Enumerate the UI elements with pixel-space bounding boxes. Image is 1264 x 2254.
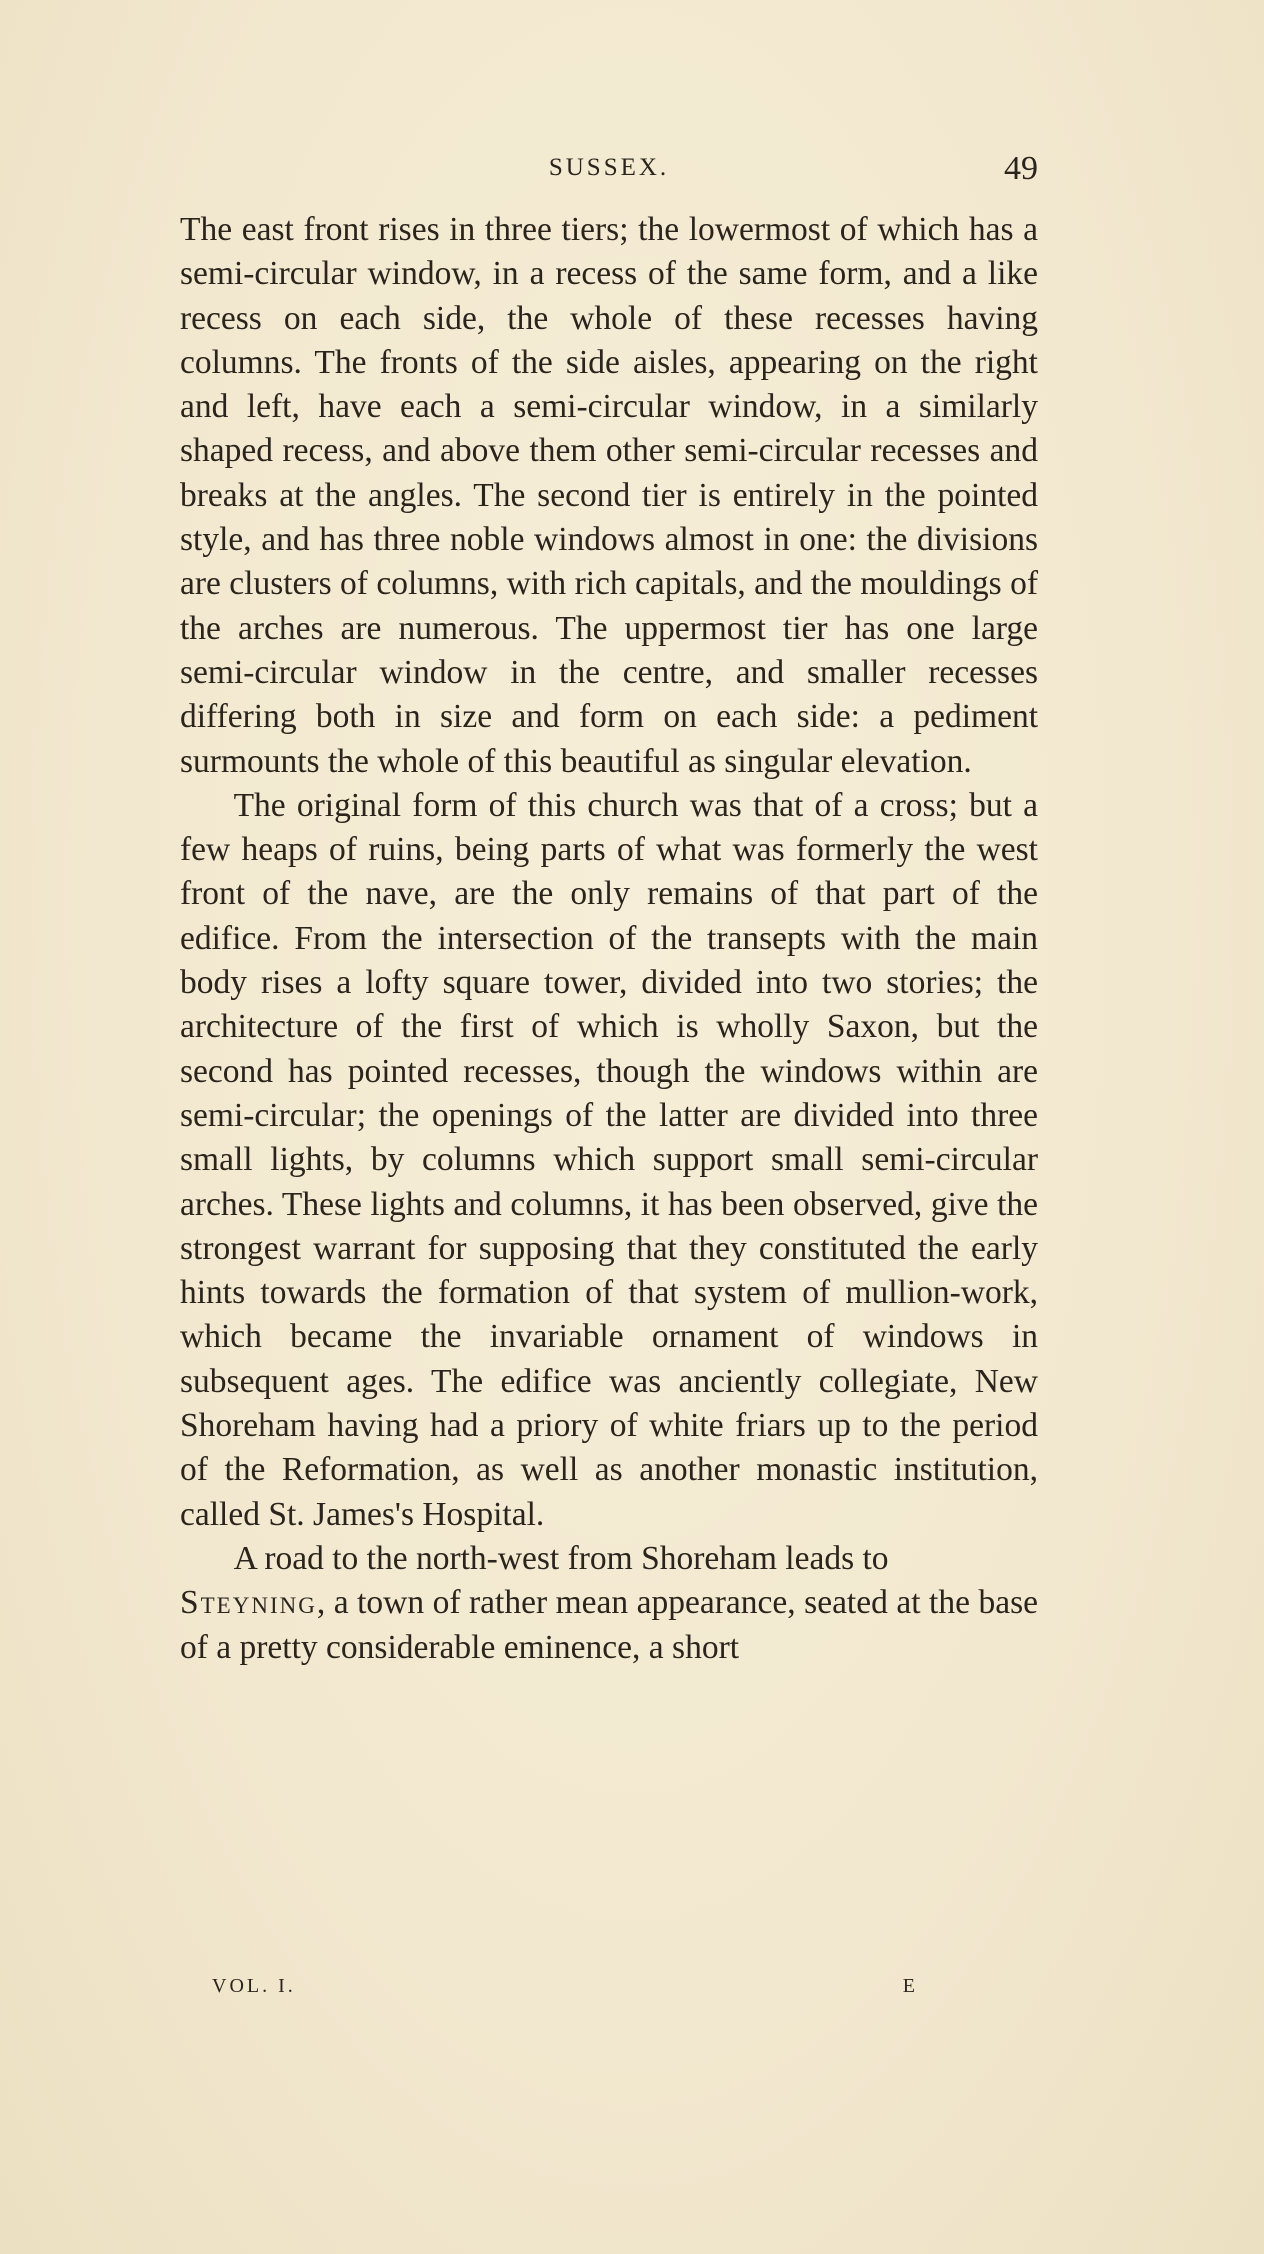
- gathering-signature: E: [902, 1975, 918, 1997]
- paragraph-3-rest: , a town of rather mean appearance, seated at the base of a pretty considerable eminence, a short: [180, 1584, 1038, 1666]
- paragraph-2: The original form of this church was that of a cross; but a few heaps of ruins, being parts of what was formerly the west front of the nave, are the only remains of that part of the edifice. From the intersection of the transepts with the main body rises a lofty square tower, divided into two stories; the architecture of the first of which is wholly Saxon, but the second has pointed recesses, though the windows within are semi-circular; the openings of the latter are divided into three small lights, by columns which support small semi-circular arches. These lights and columns, it has been observed, give the strongest warrant for supposing that they constituted the early hints towards the formation of that system of mullion-work, which became the invariable ornament of windows in subsequent ages. The edifice was anciently collegiate, New Shoreham having had a priory of white friars up to the period of the Reformation, as well as another monastic institution, called St. James's Hospital.: [180, 786, 1038, 1533]
- page-number: 49: [1004, 150, 1038, 187]
- signature-line: [180, 1975, 1038, 2009]
- body-text: [180, 208, 1038, 1670]
- running-head: [180, 150, 1038, 190]
- paragraph-3: [180, 1537, 1038, 1670]
- volume-mark: VOL. I.: [212, 1975, 296, 1997]
- place-name-steyning: Steyning: [180, 1584, 317, 1622]
- paragraph-3-lead: A road to the north-west from Shoreham leads to: [233, 1539, 889, 1577]
- paragraph-1: The east front rises in three tiers; the lowermost of which has a semi-circular window, in a recess of the same form, and a like recess on each side, the whole of these recesses having columns. The fronts of the side aisles, appearing on the right and left, have each a semi-circular window, in a similarly shaped recess, and above them other semi-circular recesses and breaks at the angles. The second tier is entirely in the pointed style, and has three noble windows almost in one: the divisions are clusters of columns, with rich capitals, and the mouldings of the arches are numerous. The uppermost tier has one large semi-circular window in the centre, and smaller recesses differing both in size and form on each side: a pediment surmounts the whole of this beautiful as singular elevation.: [180, 211, 1038, 780]
- running-title: SUSSEX.: [548, 154, 670, 181]
